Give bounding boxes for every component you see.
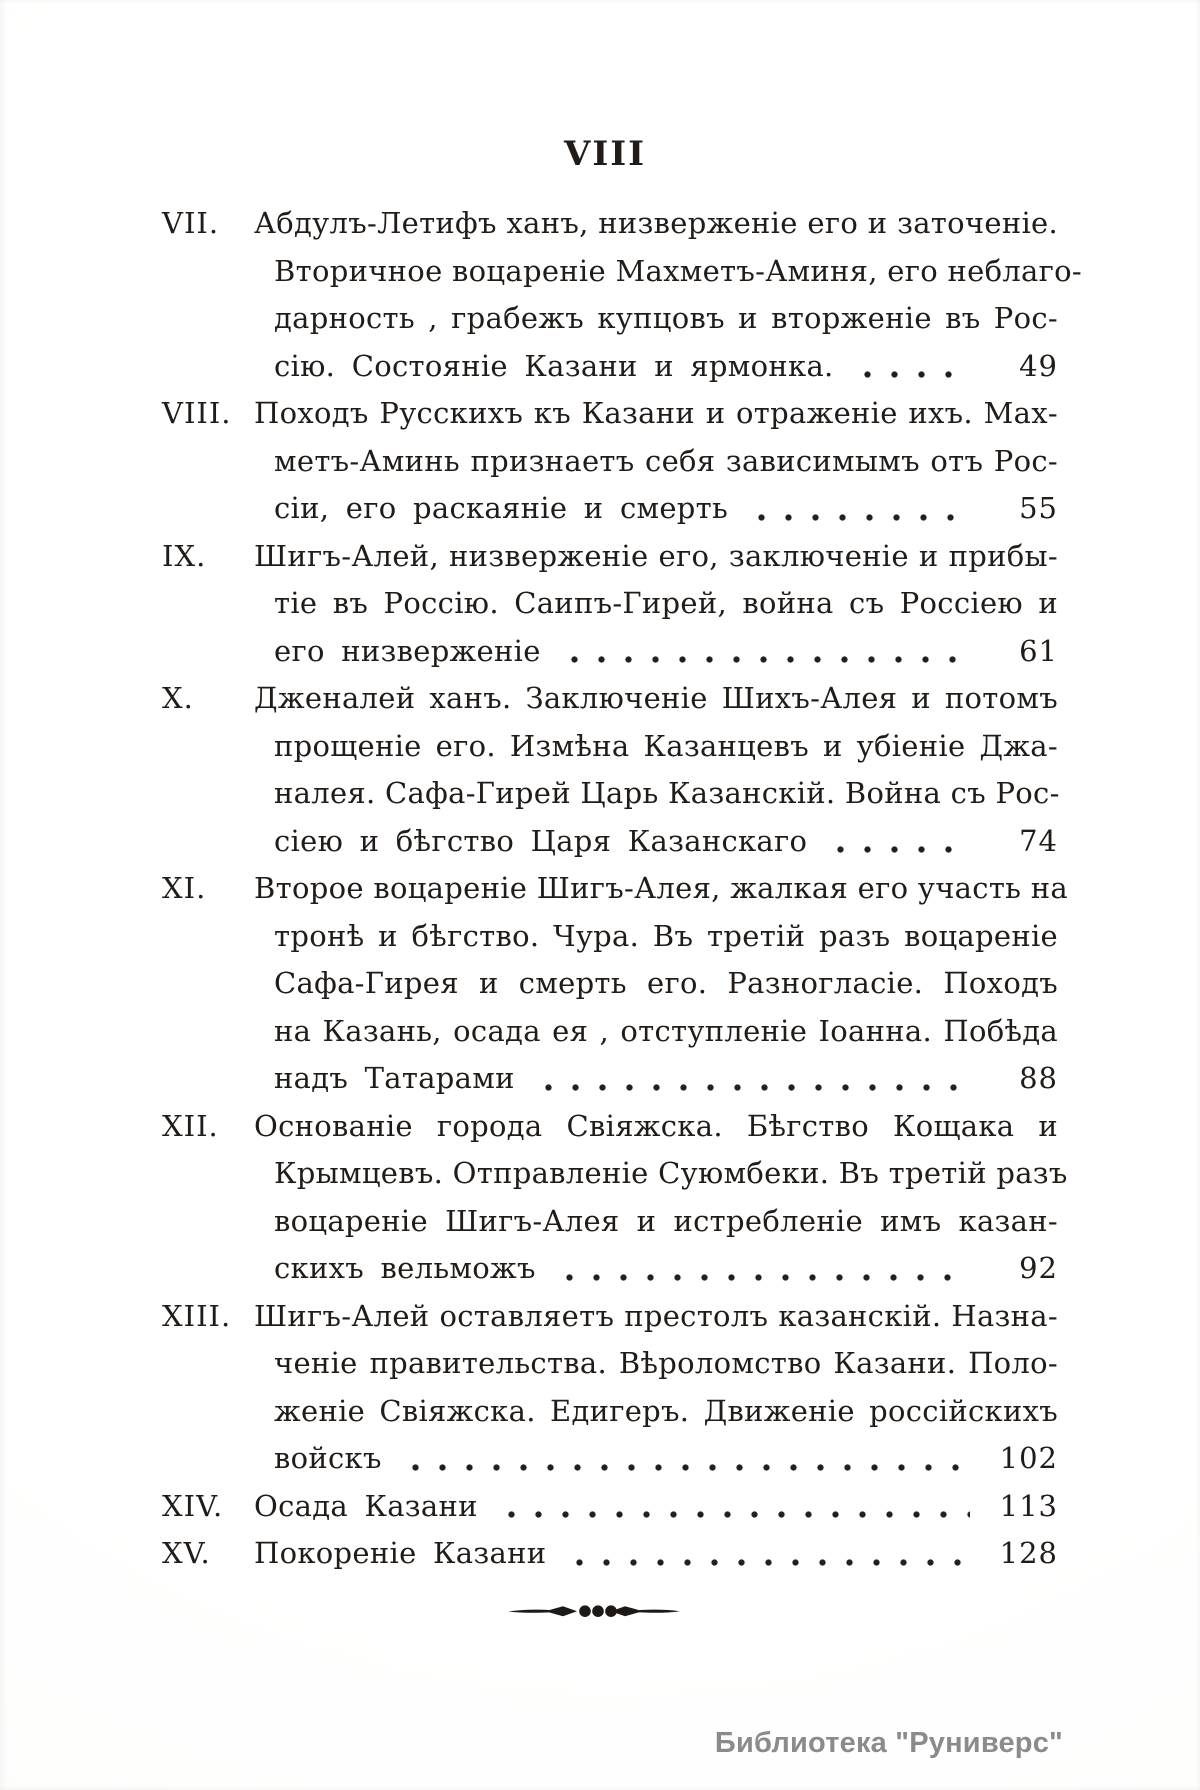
toc-line [162,770,1058,818]
chapter-numeral: XV. [162,1536,211,1570]
chapter-title-text: налея. Сафа-Гирей Царь Казанскій. Война съ Рос- [274,776,1060,810]
toc-line [162,1340,1058,1388]
chapter-title-text: Второе воцареніе Шигъ-Алея, жалкая его участь на [254,871,1068,905]
toc-line [162,913,1058,961]
toc-line [162,1435,1058,1483]
chapter-title-text: надъ Татарами [274,1061,515,1095]
dot-leader [850,343,970,391]
chapter-numeral: X. [162,681,194,715]
runivers-library-watermark: Библиотека "Руниверс" [714,1727,1063,1759]
chapter-title-text: скихъ вельможъ [274,1251,536,1285]
chapter-title-text: на Казань, осада ея , отступленіе Іоанна. Побѣда [274,1013,1058,1048]
dot-leader [562,1530,970,1578]
chapter-numeral: XII. [162,1108,219,1143]
tailpiece-ornament-icon [507,1601,681,1621]
page-number: 128 [999,1536,1058,1570]
toc-line [162,1103,1058,1151]
page-number: 49 [1019,348,1058,383]
toc-line [162,1008,1058,1056]
toc-line [162,248,1082,296]
toc-line [162,1245,1058,1293]
chapter-title-text: Вторичное воцареніе Махметъ-Аминя, его неблаго- [274,253,1082,288]
chapter-title-text: Покореніе Казани [254,1536,547,1570]
chapter-numeral: XI. [162,871,207,905]
toc-line [162,295,1058,343]
chapter-title-text: Сафа-Гирея и смерть его. Разногласіе. Походъ [274,966,1058,1000]
toc-line [162,960,1058,1008]
page-number: 113 [999,1488,1058,1523]
chapter-title-text: Основаніе города Свіяжска. Бѣгство Кощака и [254,1108,1058,1143]
chapter-numeral: XIII. [162,1298,232,1333]
toc-line [162,1055,1058,1103]
dot-leader [552,1245,970,1293]
chapter-title-text: метъ-Аминь признаетъ себя зависимымъ отъ Рос- [274,443,1058,478]
chapter-title-text: Крымцевъ. Отправленіе Суюмбеки. Въ третій разъ [274,1156,1068,1190]
chapter-title-text: сіи, его раскаяніе и смерть [274,491,729,525]
page-number: 61 [1019,633,1058,668]
chapter-title-text: сіею и бѣгство Царя Казанскаго [274,823,808,858]
chapter-title-text: прощеніе его. Измѣна Казанцевъ и убіеніе Джа- [274,728,1058,763]
dot-leader [744,485,970,533]
chapter-numeral: VII. [162,206,220,240]
chapter-title-text: женіе Свіяжска. Едигеръ. Движеніе россійскихъ [274,1393,1058,1428]
toc-line [162,200,1058,248]
dot-leader [531,1055,970,1103]
toc-line [162,1150,1068,1198]
table-of-contents [162,200,1082,1578]
chapter-title-text: Шигъ-Алей, низверженіе его, заключеніе и прибы- [254,538,1058,573]
chapter-title-text: войскъ [274,1441,382,1475]
page-number: 55 [1019,491,1058,525]
chapter-title-text: Осада Казани [254,1488,478,1523]
toc-line [162,723,1058,771]
dot-leader [494,1483,970,1531]
chapter-title-text: Дженалей ханъ. Заключеніе Шихъ-Алея и потомъ [254,681,1058,715]
chapter-numeral: VIII. [162,396,232,430]
toc-line [162,533,1058,581]
page-number: 74 [1019,823,1058,858]
toc-line [162,343,1058,391]
toc-line [162,628,1058,676]
chapter-title-text: его низверженіе [274,633,541,668]
toc-line [162,818,1058,866]
chapter-title-text: Походъ Русскихъ къ Казани и отраженіе ихъ. Мах- [254,396,1058,430]
toc-line [162,1530,1058,1578]
dot-leader [823,818,970,866]
toc-line [162,390,1058,438]
chapter-numeral: IX. [162,538,207,573]
chapter-title-text: дарность , грабежъ купцовъ и вторженіе въ Рос- [274,301,1058,335]
toc-line [162,1293,1058,1341]
toc-line [162,580,1058,628]
chapter-title-text: тронѣ и бѣгство. Чура. Въ третій разъ воцареніе [274,918,1058,953]
chapter-numeral: XIV. [162,1488,224,1523]
page-number: 88 [1019,1061,1058,1095]
toc-line [162,675,1058,723]
toc-line [162,1198,1058,1246]
toc-line [162,1388,1058,1436]
chapter-title-text: Шигъ-Алей оставляетъ престолъ казанскій. Назна- [254,1298,1058,1333]
toc-line [162,485,1058,533]
chapter-title-text: тіе въ Россію. Саипъ-Гирей, война съ Россіею и [274,586,1058,620]
chapter-title-text: сію. Состояніе Казани и ярмонка. [274,348,834,383]
page-number: 92 [1019,1251,1058,1285]
chapter-title-text: ченіе правительства. Вѣроломство Казани. Поло- [274,1346,1058,1380]
toc-line [162,438,1058,486]
page-number: 102 [999,1441,1058,1475]
page-number-header: VIII [563,134,647,174]
chapter-title-text: Абдулъ-Летифъ ханъ, низверженіе его и заточеніе. [254,206,1058,240]
dot-leader [557,628,970,676]
chapter-title-text: воцареніе Шигъ-Алея и истребленіе имъ казан- [274,1203,1058,1238]
toc-line [162,1483,1058,1531]
toc-line [162,865,1068,913]
dot-leader [398,1435,970,1483]
